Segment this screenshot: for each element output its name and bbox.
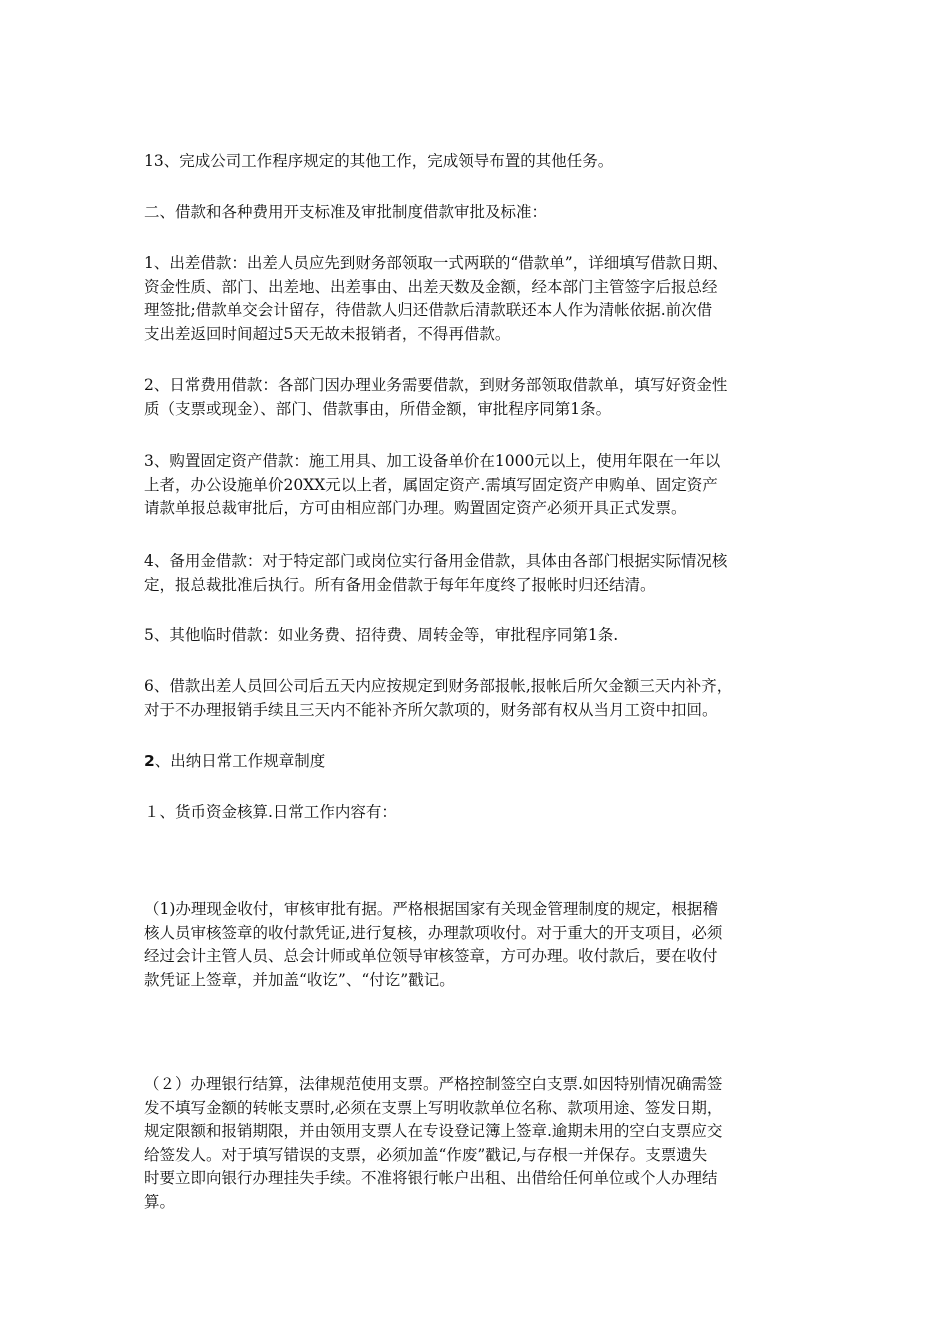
paragraph-line: 2、日常费用借款：各部门因办理业务需要借款，到财务部领取借款单，填写好资金性 [144, 376, 728, 394]
paragraph-line: 1、出差借款：出差人员应先到财务部领取一式两联的“借款单”，详细填写借款日期、 [144, 254, 728, 272]
paragraph-line: 时要立即向银行办理挂失手续。不准将银行帐户出租、出借给任何单位或个人办理结 [144, 1169, 718, 1187]
paragraph-line: 支出差返回时间超过5天无故未报销者，不得再借款。 [144, 324, 511, 343]
paragraph-line: （２）办理银行结算，法律规范使用支票。严格控制签空白支票.如因特别情况确需签 [144, 1075, 723, 1093]
paragraph-line: 规定限额和报销期限，并由领用支票人在专设登记簿上签章.逾期未用的空白支票应交 [144, 1122, 723, 1140]
paragraph-cash-receipts [144, 898, 814, 992]
paragraph-bank-settlement [144, 1073, 814, 1214]
paragraph-line: 算。 [144, 1192, 176, 1211]
paragraph-line: 理签批;借款单交会计留存，待借款人归还借款后清款联还本人作为清帐依据.前次借 [144, 301, 713, 319]
item-reserve-fund-loan [144, 550, 814, 597]
paragraph-line [144, 750, 814, 774]
paragraph-line: 资金性质、部门、出差地、出差事由、出差天数及金额，经本部门主管签字后报总经 [144, 277, 718, 296]
paragraph-line: 定，报总裁批准后执行。所有备用金借款于每年年度终了报帐时归还结清。 [144, 575, 656, 594]
paragraph-line: 13、完成公司工作程序规定的其他工作，完成领导布置的其他任务。 [144, 152, 614, 170]
section-heading-cashier [144, 750, 814, 774]
paragraph-line: 核人员审核签章的收付款凭证,进行复核，办理款项收付。对于重大的开支项目，必须 [144, 923, 723, 942]
section-title: 、出纳日常工作规章制度 [154, 752, 326, 770]
paragraph-line: 发不填写金额的转帐支票时,必须在支票上写明收款单位名称、款项用途、签发日期， [144, 1098, 723, 1117]
subsection-cash-accounting [144, 801, 814, 825]
paragraph-13 [144, 150, 814, 174]
paragraph-line: １、货币资金核算.日常工作内容有： [144, 803, 397, 821]
item-daily-expense-loan [144, 374, 814, 421]
item-loan-repayment [144, 675, 814, 722]
paragraph-line: 经过会计主管人员、总会计师或单位领导审核签章，方可办理。收付款后，要在收付 [144, 947, 718, 965]
paragraph-line: 5、其他临时借款：如业务费、招待费、周转金等，审批程序同第1条. [144, 626, 619, 644]
item-travel-loan [144, 252, 814, 346]
paragraph-line: 3、购置固定资产借款：施工用具、加工设备单价在1000元以上，使用年限在一年以 [144, 452, 721, 470]
paragraph-line: 请款单报总裁审批后，方可由相应部门办理。购置固定资产必须开具正式发票。 [144, 499, 687, 517]
paragraph-line: 给签发人。对于填写错误的支票，必须加盖“作废”戳记,与存根一并保存。支票遗失 [144, 1145, 708, 1164]
paragraph-line: 6、借款出差人员回公司后五天内应按规定到财务部报帐,报帐后所欠金额三天内补齐， [144, 677, 733, 695]
paragraph-line: 二、借款和各种费用开支标准及审批制度借款审批及标准： [144, 203, 548, 221]
item-fixed-asset-loan [144, 450, 814, 521]
paragraph-line: 款凭证上签章，并加盖“收讫”、“付讫”戳记。 [144, 970, 455, 989]
section-heading-loans [144, 201, 814, 225]
item-other-temporary-loan [144, 624, 814, 648]
paragraph-line: 对于不办理报销手续且三天内不能补齐所欠款项的，财务部有权从当月工资中扣回。 [144, 700, 718, 719]
paragraph-line: 4、备用金借款：对于特定部门或岗位实行备用金借款，具体由各部门根据实际情况核 [144, 552, 728, 570]
paragraph-line: 上者，办公设施单价20XX元以上者，属固定资产.需填写固定资产申购单、固定资产 [144, 475, 718, 494]
section-number: 2 [144, 752, 155, 770]
paragraph-line: 质（支票或现金）、部门、借款事由，所借金额，审批程序同第1条。 [144, 399, 612, 418]
paragraph-line: （1)办理现金收付，审核审批有据。严格根据国家有关现金管理制度的规定，根据稽 [144, 900, 718, 918]
